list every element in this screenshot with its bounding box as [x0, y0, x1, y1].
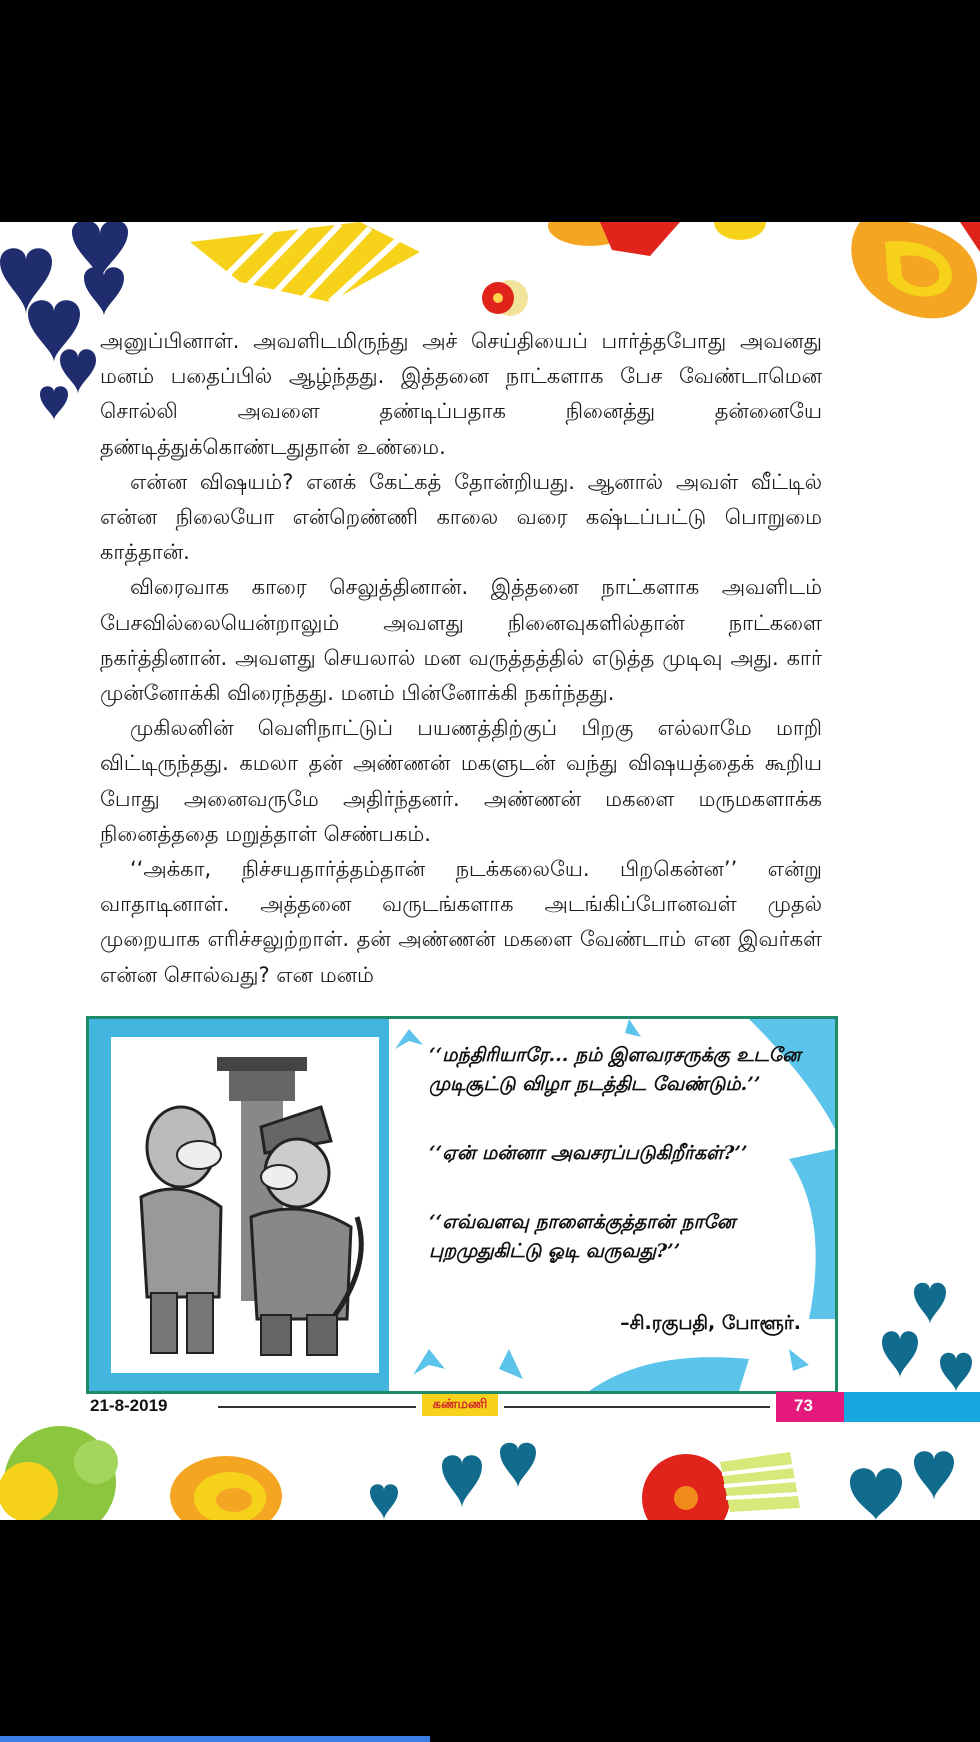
green-flower-icon: [0, 1426, 118, 1520]
footer-rule: [504, 1406, 770, 1408]
joke-dialogues: [429, 1041, 819, 1306]
joke-credit: –சி.ரகுபதி, போளூர்.: [620, 1312, 801, 1334]
page-footer: [0, 1392, 980, 1422]
story-paragraph: அனுப்பினாள். அவளிடமிருந்து அச் செய்தியைப் பார்த்தபோது அவனது மனம் பதைப்பில் ஆழ்ந்தது. இத்தனை நாட்களாக பேச வேண்டாமென சொல்லி அவளை தண்டிப்பதாக நினைத்து தன்னையே தண்டித்துக்கொண்டதுதான் உண்மை.: [100, 329, 822, 459]
joke-box: [86, 1016, 838, 1394]
dialogue-line: ‘‘ஏன் மன்னா அவசரப்படுகிறீர்கள்?’’: [429, 1142, 748, 1164]
magazine-logo: கண்மணி: [422, 1394, 498, 1416]
swirl-decoration: [548, 222, 980, 318]
cartoon-drawing: [111, 1037, 379, 1373]
stripe-shape: [720, 1452, 800, 1512]
story-paragraph: விரைவாக காரை செலுத்தினான். இத்தனை நாட்களாக அவளிடம் பேசவில்லையென்றாலும் அவளது நினைவுகளில்தான் நாட்களை நகர்த்தினான். அவளது செயலால் மன வருத்தத்தில் எடுத்த முடிவு அது. கார் முன்னோக்கி விரைந்தது. மனம் பின்னோக்கி நகர்ந்தது.: [100, 575, 822, 706]
story-paragraph: ‘‘அக்கா, நிச்சயதார்த்தம்தான் நடக்கலையே. பிறகென்ன’’ என்று வாதாடினாள். அத்தனை வருடங்களாக அடங்கிப்போனவள் முதல் முறையாக எரிச்சலுற்றாள். தன் அண்ணன் மகளை வேண்டாம் என இவர்கள் என்ன சொல்வது? என மனம்: [100, 857, 822, 987]
page-number: 73: [794, 1396, 813, 1415]
red-flower-icon: [642, 1454, 730, 1520]
flower-icon: [482, 280, 528, 316]
side-heart-decoration: [870, 1272, 980, 1392]
dialogue-line: ‘‘மந்திரியாரே... நம் இளவரசருக்கு உடனே முடிசூட்டு விழா நடத்திட வேண்டும்.’’: [429, 1044, 801, 1095]
footer-rule: [218, 1406, 416, 1408]
issue-date: 21-8-2019: [90, 1396, 168, 1415]
yellow-swirl-icon: [170, 1456, 282, 1520]
story-text: [100, 324, 822, 993]
dialogue-line: ‘‘எவ்வளவு நாளைக்குத்தான் நானே புறமுதுகிட்டு ஓடி வருவது?’’: [429, 1211, 736, 1262]
cartoon-illustration: [111, 1037, 379, 1373]
footer-blue-bar: [844, 1392, 980, 1422]
story-paragraph: முகிலனின் வெளிநாட்டுப் பயணத்திற்குப் பிறகு எல்லாமே மாறி விட்டிருந்தது. கமலா தன் அண்ணன் மகளுடன் வந்து விஷயத்தைக் கூறிய போது அனைவருமே அதிர்ந்தனர். அண்ணன் மகளை மருமகளாக்க நினைத்ததை மறுத்தாள் செண்பகம்.: [100, 716, 822, 846]
yellow-stripe-shape: [190, 222, 420, 302]
reading-progress-bar: [0, 1736, 430, 1742]
magazine-page: [0, 222, 980, 1520]
decorative-bottom-artwork: [0, 1422, 980, 1520]
story-paragraph: என்ன விஷயம்? எனக் கேட்கத் தோன்றியது. ஆனால் அவள் வீட்டில் என்ன நிலையோ என்றெண்ணி காலை வரை கஷ்டப்பட்டு பொறுமை காத்தான்.: [100, 469, 822, 565]
